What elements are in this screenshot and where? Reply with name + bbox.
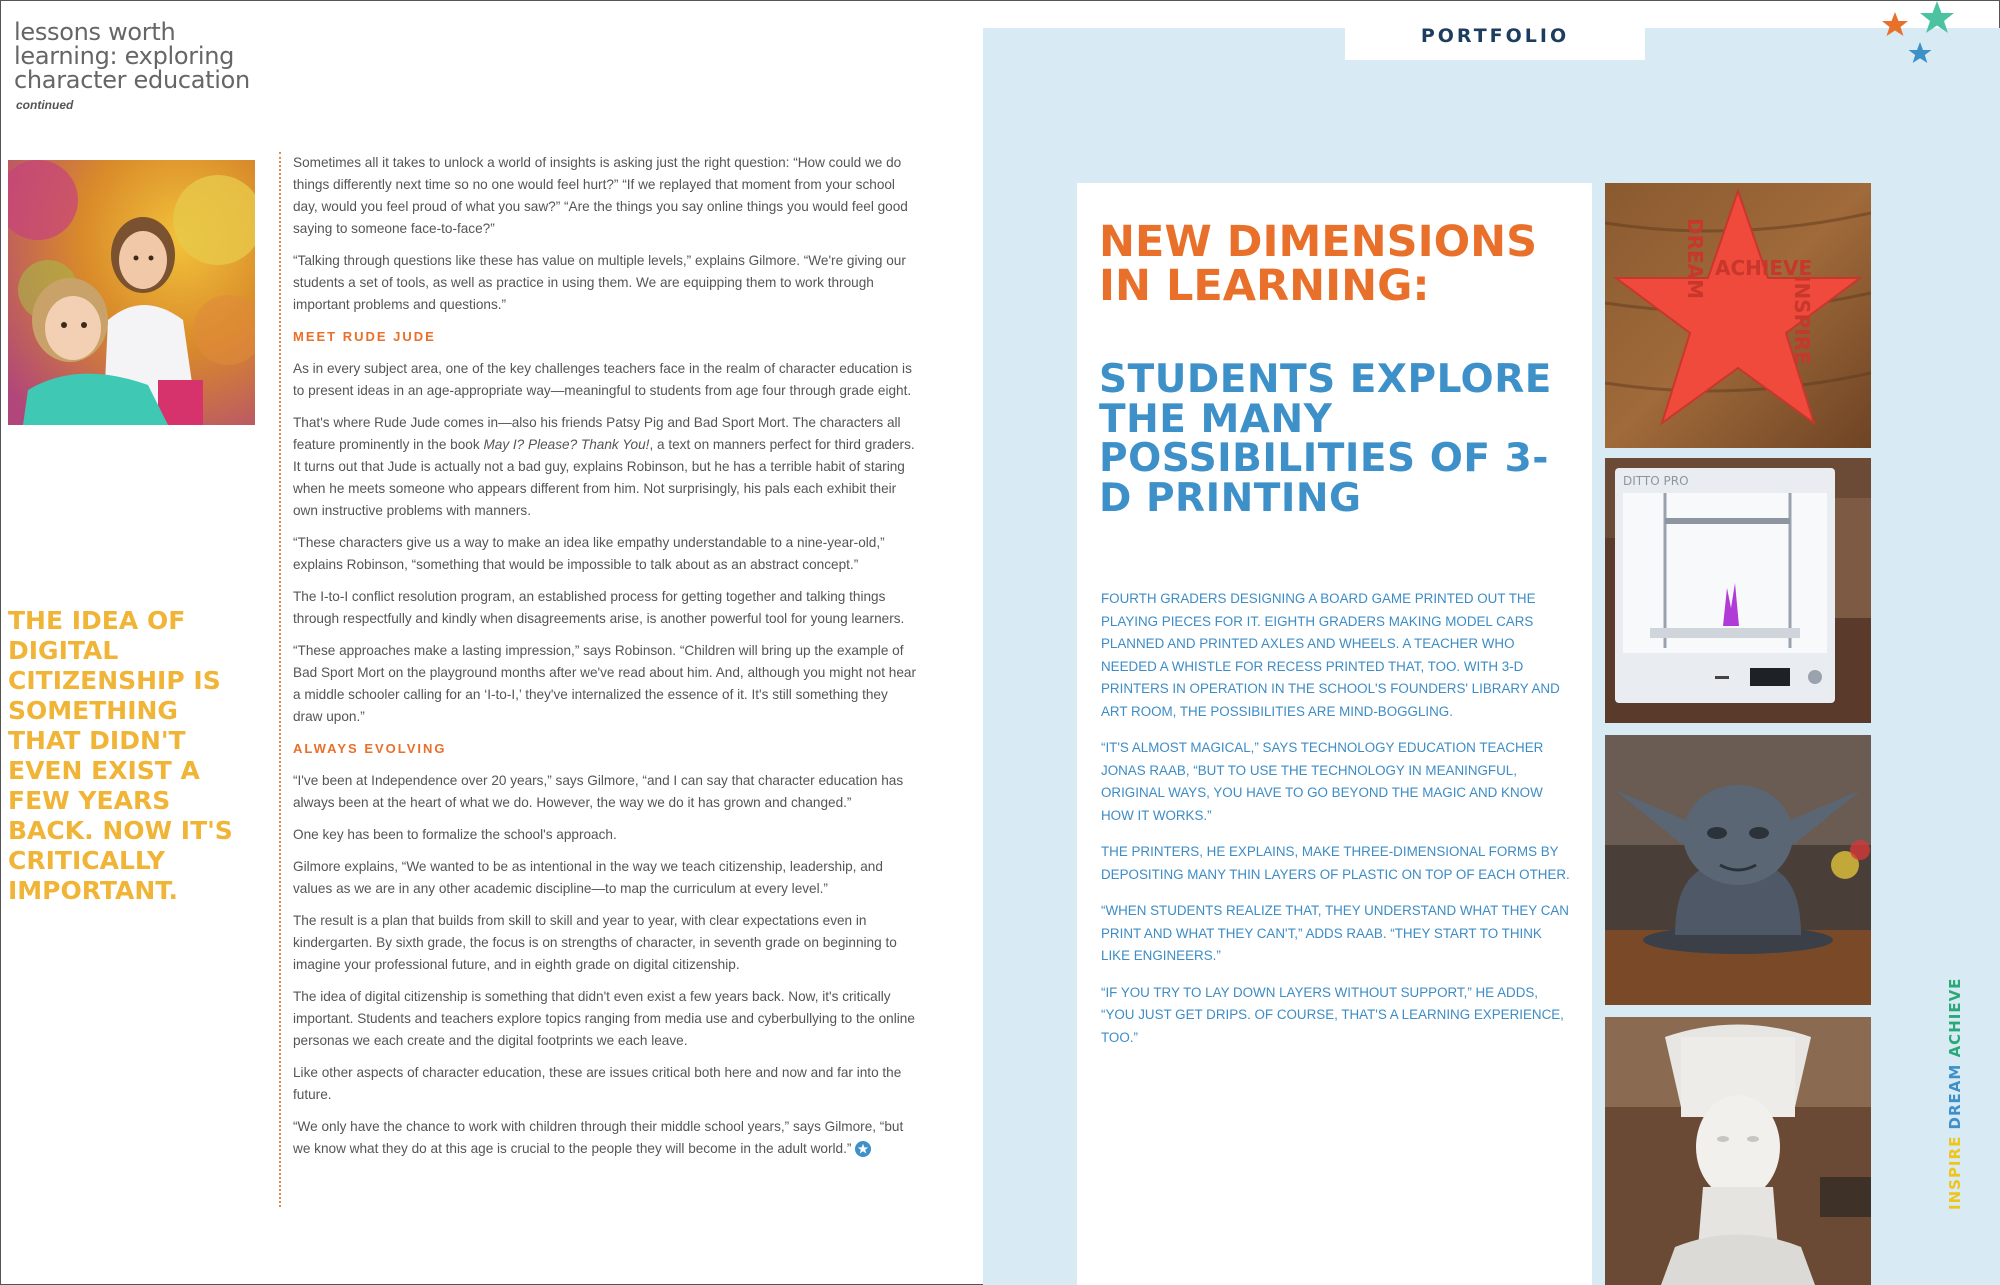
portfolio-label: PORTFOLIO (1420, 25, 1570, 47)
paragraph: The I-to-I conflict resolution program, an established process for getting together and talking things through respectfully and kindly when disagreements arise, is another powerful tool for young learners. (293, 589, 905, 626)
headline-secondary: STUDENTS EXPLORE THE MANY POSSIBILITIES OF 3-D PRINTING (1099, 357, 1552, 521)
article-body-right (1101, 588, 1571, 1063)
final-paragraph (293, 1116, 918, 1160)
paragraph: “These characters give us a way to make an idea like empathy understandable to a nine-year-old,” explains Robinson, “something that would be impossible to talk about as an abstract concept.” (293, 535, 885, 572)
paragraph: “These approaches make a lasting impression,” says Robinson. “Children will bring up the example of Bad Sport Mort on the playground months after we've read about him. And, although you might not hear a middle schooler calling for an ‘I-to-I,’ they've internalized the essence of it. It's still something they draw upon.” (293, 643, 917, 724)
article-body-left (293, 152, 918, 1170)
printer-brand-label: DITTO PRO (1623, 474, 1689, 488)
continued-label: continued (16, 98, 74, 112)
book-title: May I? Please? Thank You! (483, 437, 650, 452)
tagline-achieve: ACHIEVE (1946, 977, 1964, 1058)
paragraph: The idea of digital citizenship is something that didn't even exist a few years back. Now, it's critically important. Students and teachers explore topics ranging from media use and cyberbullying to the online personas we each create and the digital footprints we each leave. (293, 989, 915, 1048)
3d-printer-photo (1605, 458, 1871, 723)
paragraph: Like other aspects of character education, these are issues critical both here and now and far into the future. (293, 1065, 902, 1102)
star-word-dream: DREAM (1683, 218, 1707, 300)
yoda-print-photo (1605, 735, 1871, 1005)
paragraph: As in every subject area, one of the key challenges teachers face in the realm of character education is to present ideas in an age-appropriate way—meaningful to students from age four through grade eight. (293, 361, 912, 398)
paragraph: “IT'S ALMOST MAGICAL,” SAYS TECHNOLOGY EDUCATION TEACHER JONAS RAAB, “BUT TO USE THE TECHNOLOGY IN MEANINGFUL, ORIGINAL WAYS, YOU HAVE TO GO BEYOND THE MAGIC AND KNOW HOW IT WORKS.” (1101, 740, 1544, 823)
portfolio-tab (1345, 12, 1645, 60)
girls-photo (8, 160, 255, 425)
star-end-icon (855, 1141, 871, 1157)
paragraph: Gilmore explains, “We wanted to be as intentional in the way we teach citizenship, leadership, and values as we are in any other academic discipline—to map the curriculum at every level.” (293, 859, 883, 896)
paragraph: “IF YOU TRY TO LAY DOWN LAYERS WITHOUT SUPPORT,” HE ADDS, “YOU JUST GET DRIPS. OF COURSE, THAT'S A LEARNING EXPERIENCE, TOO.” (1101, 984, 1564, 1045)
text-span: , a text on manners perfect for third graders. It turns out that Jude is actually not a bad guy, explains Robinson, but he has a terrible habit of staring when he meets someone who appears different from him. Not surprisingly, his pals each exhibit their own instructive problems with manners. (293, 437, 915, 518)
paragraph: The result is a plan that builds from skill to skill and year to year, with clear expectations even in kindergarten. By sixth grade, the focus is on strengths of character, in seventh grade on beginning to imagine your professional future, and in eighth grade on digital citizenship. (293, 913, 897, 972)
dotted-divider (279, 152, 281, 1207)
stars-icon (1875, 0, 1965, 75)
paragraph: One key has been to formalize the school's approach. (293, 827, 617, 842)
text-span: “We only have the chance to work with children through their middle school years,” says Gilmore, “but we know what they do at this age is crucial to the people they will become in the adult world.” (293, 1119, 904, 1156)
section-title: lessons worth learning: exploring character education (14, 18, 250, 94)
star-word-achieve: ACHIEVE (1715, 256, 1813, 280)
paragraph: THE PRINTERS, HE EXPLAINS, MAKE THREE-DIMENSIONAL FORMS BY DEPOSITING MANY THIN LAYERS OF PLASTIC ON TOP OF EACH OTHER. (1101, 844, 1570, 882)
printed-bust-photo (1605, 1017, 1871, 1285)
paragraph: “I've been at Independence over 20 years,” says Gilmore, “and I can say that character education has always been at the heart of what we do. However, the way we do it has grown and changed.” (293, 773, 904, 810)
tagline-dream: DREAM (1946, 1063, 1964, 1130)
paragraph: “WHEN STUDENTS REALIZE THAT, THEY UNDERSTAND WHAT THEY CAN PRINT AND WHAT THEY CAN'T,” ADDS RAAB. “THEY START TO THINK LIKE ENGINEERS.” (1101, 903, 1569, 963)
subheading-always-evolving: ALWAYS EVOLVING (293, 741, 447, 756)
text-span: That's where Rude Jude comes in—also his friends Patsy Pig and Bad Sport Mort. The characters all feature prominently in the book (293, 415, 901, 452)
tagline-inspire: INSPIRE (1946, 1135, 1964, 1210)
subheading-meet-rude-jude: MEET RUDE JUDE (293, 329, 436, 344)
vertical-tagline (1946, 978, 1964, 1210)
paragraph: Sometimes all it takes to unlock a world of insights is asking just the right question: “How could we do things differently next time so no one would feel hurt?” “If we replayed that moment from your school day, would you feel proud of what you saw?” “Are the things you say online things you would feel good saying to someone face-to-face?” (293, 155, 908, 236)
pull-quote: THE IDEA OF DIGITAL CITIZENSHIP IS SOMETHING THAT DIDN'T EVEN EXIST A FEW YEARS BACK. NOW IT'S CRITICALLY IMPORTANT. (8, 606, 233, 905)
paragraph-rude-jude (293, 412, 918, 522)
headline-primary: NEW DIMENSIONS IN LEARNING: (1099, 217, 1538, 311)
paragraph: “Talking through questions like these has value on multiple levels,” explains Gilmore. “We're giving our students a set of tools, as well as practice in using them. We are equipping them to work through important problems and questions.” (293, 253, 906, 312)
paragraph: FOURTH GRADERS DESIGNING A BOARD GAME PRINTED OUT THE PLAYING PIECES FOR IT. EIGHTH GRADERS MAKING MODEL CARS PLANNED AND PRINTED AXLES AND WHEELS. A TEACHER WHO NEEDED A WHISTLE FOR RECESS PRINTED THAT, TOO. WITH 3-D PRINTERS IN OPERATION IN THE SCHOOL'S FOUNDERS' LIBRARY AND ART ROOM, THE POSSIBILITIES ARE MIND-BOGGLING. (1101, 591, 1560, 719)
star-word-inspire: INSPIRE (1790, 275, 1814, 365)
printed-star-photo (1605, 183, 1871, 448)
